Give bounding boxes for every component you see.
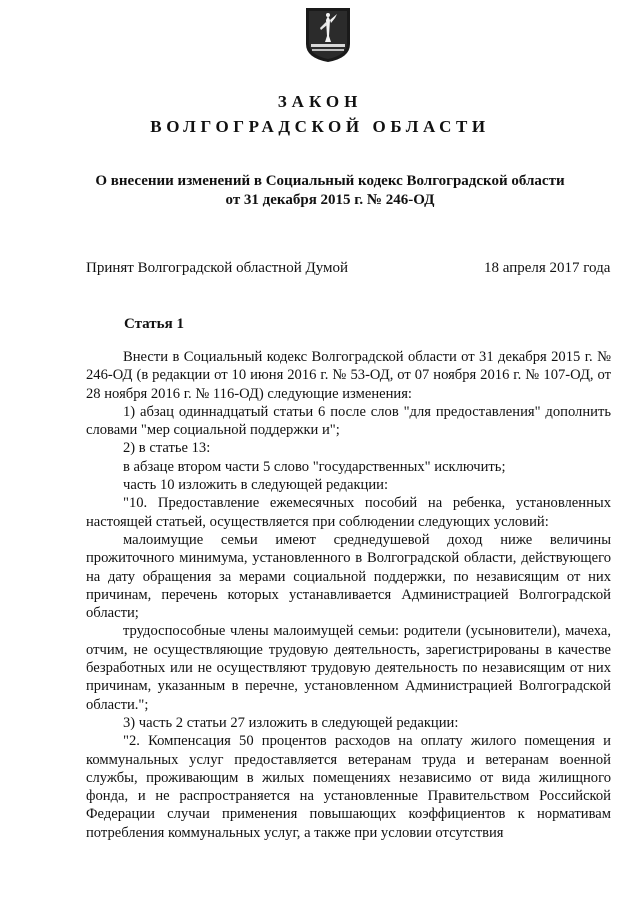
coat-of-arms-shield-icon (304, 6, 352, 64)
article-paragraph: 1) абзац одиннадцатый статьи 6 после слов "для предоставления" дополнить словами "мер социальной поддержки и"; (86, 403, 611, 439)
article-heading: Статья 1 (124, 316, 184, 332)
adoption-date: 18 апреля 2017 года (484, 260, 611, 276)
article-paragraph: "2. Компенсация 50 процентов расходов на оплату жилого помещения и коммунальных услуг предоставляется ветеранам труда и ветеранам военной службы, проживающим в жилых помещениях независимо от вида жилищного фонда, и не распространяется на установленные Правительством Российской Федерации случаи применения повышающих коэффициентов к нормативам потребления коммунальных услуг, а также при условии отсутствия (86, 733, 611, 841)
adopted-by: Принят Волгоградской областной Думой (86, 260, 349, 276)
law-subject-line: О внесении изменений в Социальный кодекс Волгоградской области (95, 173, 565, 189)
article-body (86, 348, 611, 842)
region-title: ВОЛГОГРАДСКОЙ ОБЛАСТИ (150, 117, 490, 136)
article-paragraph: Внести в Социальный кодекс Волгоградской области от 31 декабря 2015 г. № 246-ОД (в редакции от 10 июня 2016 г. № 53-ОД, от 07 ноября 2016 г. № 107-ОД, от 28 ноября 2016 г. № 116-ОД) следующие изменения: (86, 349, 611, 402)
article-paragraph: трудоспособные члены малоимущей семьи: родители (усыновители), мачеха, отчим, не осуществляющие трудовую деятельность, зарегистрированы в качестве безработных или не осуществляют трудовую деятельность по независящим от них причинам, указанным в перечне, установленном Администрацией Волгоградской области."; (86, 623, 611, 713)
law-subject-line: от 31 декабря 2015 г. № 246-ОД (225, 192, 435, 208)
law-title: ЗАКОН (277, 92, 363, 111)
coat-of-arms-icon (304, 6, 352, 64)
article-paragraph: 3) часть 2 статьи 27 изложить в следующей редакции: (123, 714, 459, 731)
article-paragraph: 2) в статье 13: (123, 440, 211, 457)
law-subject (60, 172, 600, 210)
article-paragraph: в абзаце втором части 5 слово "государственных" исключить; (123, 458, 506, 475)
article-paragraph: "10. Предоставление ежемесячных пособий на ребенка, установленных настоящей статьей, осуществляется при соблюдении следующих условий: (86, 495, 611, 530)
article-paragraph: малоимущие семьи имеют среднедушевой доход ниже величины прожиточного минимума, установленного в Волгоградской области, действующего на дату обращения за мерами социальной поддержки, по независящим от них причинам, перечень которых устанавливается Администрацией Волгоградской области; (86, 531, 611, 622)
article-paragraph: часть 10 изложить в следующей редакции: (123, 477, 389, 494)
